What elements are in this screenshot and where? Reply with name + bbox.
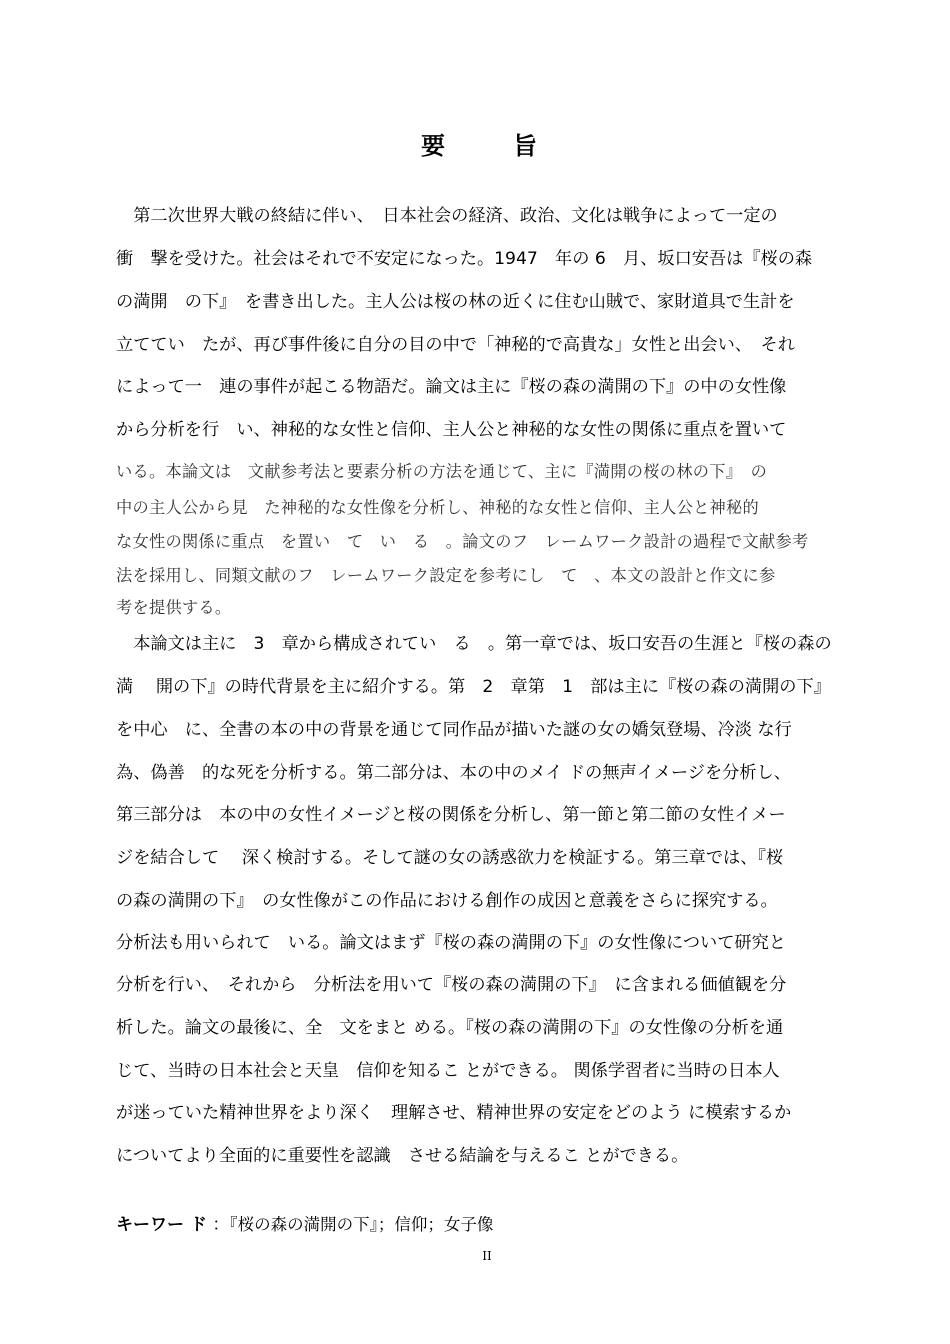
keywords-text: 『桜の森の満開の下』；信仰；女子像 xyxy=(229,1215,494,1234)
body-line-13: 満 開の下』の時代背景を主に紹介する。第 2 章第 1 部は主に『桜の森の満開の下』 xyxy=(116,677,831,697)
page-number: II xyxy=(482,1249,492,1263)
body-line-16: 第三部分は 本の中の女性イメージと桜の関係を分析し、第一節と第二節の女性イメー xyxy=(116,805,786,825)
keywords-line xyxy=(116,1213,493,1237)
body-line-6: から分析を行 い、神秘的な女性と信仰、主人公と神秘的な女性の関係に重点を置いて xyxy=(116,420,787,440)
body-line-19: 分析法も用いられて いる。論文はまず『桜の森の満開の下』の女性像について研究と xyxy=(116,933,786,953)
body-line-12: 本論文は主に 3 章から構成されてい る 。第一章では、坂口安吾の生涯と『桜の森の xyxy=(116,634,832,654)
body-line-24: についてより全面的に重要性を認識 させる結論を与えるこ とができる。 xyxy=(116,1146,689,1166)
body-line-15: 為、偽善 的な死を分析する。第二部分は、本の中のメイ ドの無声イメージを分析し、 xyxy=(116,763,791,783)
body-line-10: 法を採用し、同類文献のフ レームワーク設定を参考にし て 、本文の設計と作文に参 xyxy=(116,566,776,585)
body-line-3: の満開 の下』 を書き出した。主人公は桜の林の近くに住む山賊で、家財道具で生計を xyxy=(116,292,795,312)
body-line-9: な女性の関係に重点 を置い て い る 。論文のフ レームワーク設計の過程で文献参考 xyxy=(116,532,809,551)
body-line-21: 析した。論文の最後に、全 文をまと める。『桜の森の満開の下』の女性像の分析を通 xyxy=(116,1018,784,1038)
keywords-label: キーワー ド xyxy=(116,1215,207,1235)
body-line-5: によって一 連の事件が起こる物語だ。論文は主に『桜の森の満開の下』の中の女性像 xyxy=(116,377,787,397)
body-line-23: が迷っていた精神世界をより深く 理解させ、精神世界の安定をどのよう に模索するか xyxy=(116,1103,792,1123)
body-line-11: 考を提供する。 xyxy=(116,598,232,617)
body-line-14: を中心 に、全書の本の中の背景を通じて同作品が描いた謎の女の嬌気登場、冷淡 な行 xyxy=(116,720,792,740)
body-line-2: 衝 撃を受けた。社会はそれで不安定になった。1947 年の 6 月、坂口安吾は『桜の森 xyxy=(116,249,813,269)
body-line-8: 中の主人公から見 た神秘的な女性像を分析し、神秘的な女性と信仰、主人公と神秘的 xyxy=(116,498,760,517)
keywords-separator: ： xyxy=(206,1215,230,1235)
body-line-4: 立ててい たが、再び事件後に自分の目の中で「神秘的で高貴な」女性と出会い、 それ xyxy=(116,335,795,355)
body-line-20: 分析を行い、 それから 分析法を用いて『桜の森の満開の下』 に含まれる価値観を分 xyxy=(116,975,787,995)
body-line-22: じて、当時の日本社会と天皇 信仰を知るこ とができる。 関係学習者に当時の日本人 xyxy=(116,1061,780,1081)
abstract-heading: 要 旨 xyxy=(421,132,559,160)
body-line-1: 第二次世界大戦の終結に伴い、 日本社会の経済、政治、文化は戦争によって一定の xyxy=(116,206,778,226)
body-line-7: いる。本論文は 文献参考法と要素分析の方法を通じて、主に『満開の桜の林の下』 の xyxy=(116,462,768,481)
body-line-17: ジを結合して 深く検討する。そして謎の女の誘惑欲力を検証する。第三章では、『桜 xyxy=(116,848,784,868)
body-line-18: の森の満開の下』 の女性像がこの作品における創作の成因と意義をさらに探究する。 xyxy=(116,891,778,911)
